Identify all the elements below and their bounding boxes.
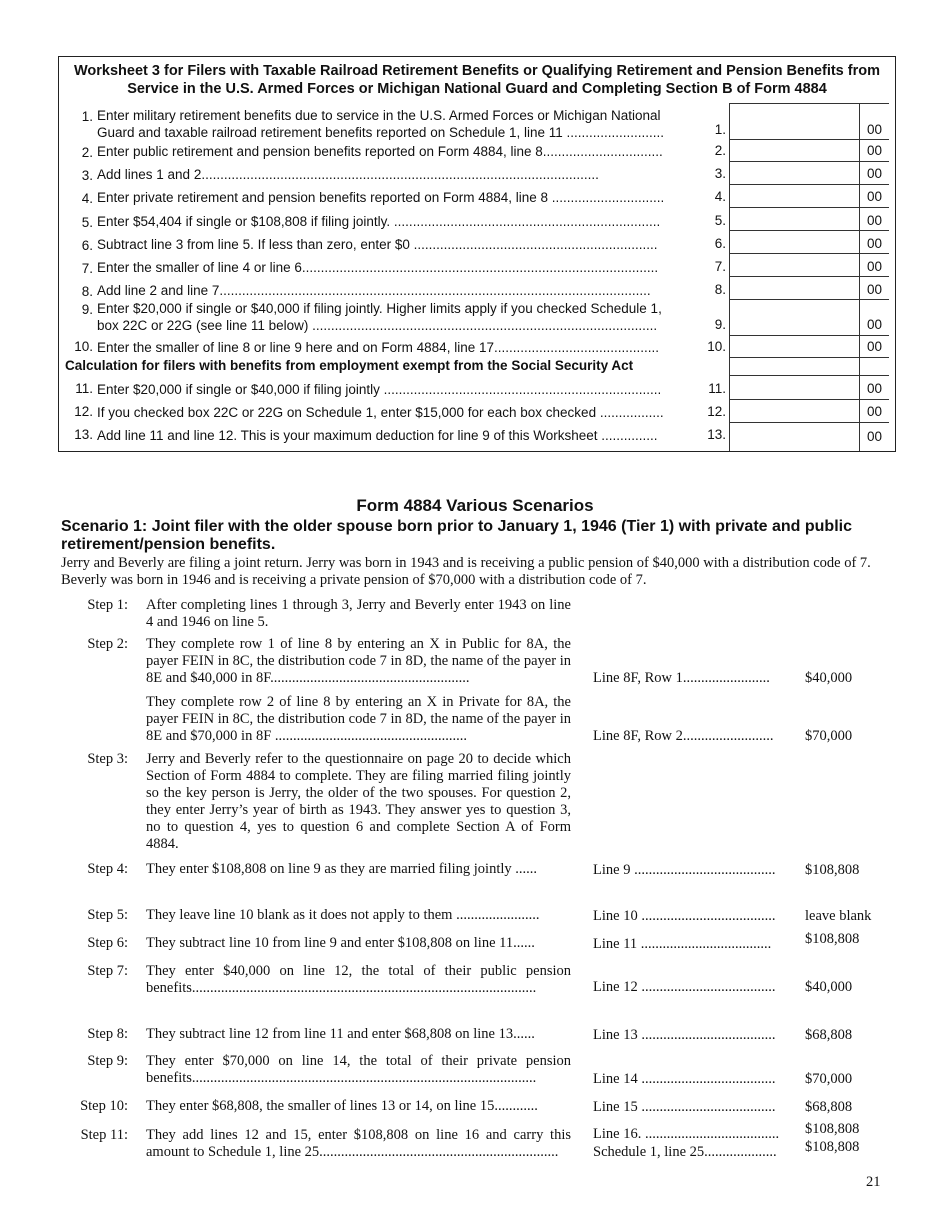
scenario-1-intro: Jerry and Beverly are filing a joint return. Jerry was born in 1943 and is receiving a public pension of $40,000 with a distribution code of 7. Beverly was born in 1946 and is receiving a private pension of $70,000 with a distribution code of 7.: [61, 555, 871, 588]
step-value: $70,000: [805, 1071, 853, 1087]
step-text: They enter $40,000 on line 12, the total of their public pension benefits...............................................................................................: [146, 963, 571, 996]
worksheet-title: Worksheet 3 for Filers with Taxable Railroad Retirement Benefits or Qualifying Retirement and Pension Benefits from Service in the U.S. Armed Forces or Michigan National Guard and Completing Section B of Form 4884: [74, 63, 880, 97]
step-label: Step 2:: [87, 636, 128, 652]
worksheet-line-11: [59, 381, 895, 401]
line-label: 11.: [708, 381, 726, 396]
step-label: Step 9:: [87, 1053, 128, 1069]
line-cents: 00: [867, 236, 883, 251]
line-number: 6.: [81, 238, 93, 253]
line-cents: 00: [867, 381, 883, 396]
line-label: 1.: [714, 122, 726, 137]
step-label: Step 3:: [87, 751, 128, 767]
line-text: Enter $54,404 if single or $108,808 if filing jointly. .......................................................................: [97, 214, 661, 229]
step-reference: Line 8F, Row 2.........................: [593, 728, 774, 744]
step-reference: Line 8F, Row 1........................: [593, 670, 770, 686]
divider: [729, 422, 889, 423]
line-label: 3.: [714, 166, 726, 181]
step-text: They add lines 12 and 15, enter $108,808 on line 16 and carry this amount to Schedule 1, line 25..................................................................: [146, 1127, 571, 1160]
step-value: $108,808: [805, 862, 860, 878]
line-number: 1.: [81, 109, 93, 124]
step-reference: Line 16. .....................................: [593, 1126, 780, 1142]
step-text: They subtract line 10 from line 9 and enter $108,808 on line 11......: [146, 935, 535, 951]
step-text: They complete row 1 of line 8 by entering an X in Public for 8A, the payer FEIN in 8C, the distribution code 7 in 8D, the name of the payer in 8E and $40,000 in 8F.......................................................: [146, 636, 571, 686]
line-number: 8.: [81, 284, 93, 299]
step-reference: Line 10 .....................................: [593, 908, 776, 924]
line-cents: 00: [867, 122, 883, 137]
worksheet-line-12: [59, 404, 895, 424]
worksheet-line-10: [59, 339, 895, 359]
step-value: leave blank: [805, 908, 872, 924]
step-label: Step 4:: [87, 861, 128, 877]
step-value: $68,808: [805, 1099, 853, 1115]
line-number: 5.: [81, 215, 93, 230]
line-cents: 00: [867, 429, 883, 444]
step-value: $40,000: [805, 979, 853, 995]
line-text: Enter military retirement benefits due to service in the U.S. Armed Forces or Michigan National Guard and taxable railroad retirement benefits reported on Schedule 1, line 11 ..........................: [97, 108, 665, 140]
step-reference: Line 12 .....................................: [593, 979, 776, 995]
step-text: After completing lines 1 through 3, Jerry and Beverly enter 1943 on line 4 and 1946 on line 5.: [146, 597, 571, 630]
divider: [729, 184, 889, 185]
line-text: Add line 2 and line 7...................................................................................................................: [97, 283, 651, 298]
divider: [729, 335, 889, 336]
divider: [729, 357, 889, 358]
scenario-1-title: Scenario 1: Joint filer with the older spouse born prior to January 1, 1946 (Tier 1) with private and public retirement/pension benefits.: [61, 518, 852, 553]
line-number: 2.: [81, 145, 93, 160]
line-number: 3.: [81, 168, 93, 183]
line-label: 5.: [714, 213, 726, 228]
step-label: Step 5:: [87, 907, 128, 923]
line-text: Enter the smaller of line 8 or line 9 here and on Form 4884, line 17............................................: [97, 340, 660, 355]
step-value: $108,808: [805, 931, 860, 947]
line-text: If you checked box 22C or 22G on Schedule 1, enter $15,000 for each box checked .................: [97, 405, 664, 420]
line-cents: 00: [867, 189, 883, 204]
divider: [729, 375, 889, 376]
step-text: Jerry and Beverly refer to the questionnaire on page 20 to decide which Section of Form 4884 to complete. They are filing married filing jointly so the key person is Jerry, the older of the two spouses. For question 2, they enter Jerry’s year of birth as 1943. They answer yes to question 3, no to question 4, yes to question 6 and complete Section A of Form 4884.: [146, 751, 571, 852]
divider: [729, 161, 889, 162]
step-label: Step 11:: [80, 1127, 128, 1143]
line-label: 6.: [714, 236, 726, 251]
line-text: Add line 11 and line 12. This is your maximum deduction for line 9 of this Worksheet ...............: [97, 428, 658, 443]
line-number: 4.: [81, 191, 93, 206]
scenarios-heading: Form 4884 Various Scenarios: [356, 496, 594, 515]
line-cents: 00: [867, 166, 883, 181]
line-label: 2.: [714, 143, 726, 158]
line-number: 11.: [75, 381, 93, 396]
line-label: 7.: [714, 259, 726, 274]
step-reference: Line 13 .....................................: [593, 1027, 776, 1043]
line-label: 13.: [707, 427, 726, 442]
line-number: 13.: [74, 427, 93, 442]
line-cents: 00: [867, 339, 883, 354]
line-number: 12.: [74, 404, 93, 419]
step-reference: Line 14 .....................................: [593, 1071, 776, 1087]
step-reference: Line 15 .....................................: [593, 1099, 776, 1115]
worksheet-3-box: [58, 56, 896, 452]
line-text: Enter private retirement and pension benefits reported on Form 4884, line 8 ..............................: [97, 190, 665, 205]
line-text: Enter $20,000 if single or $40,000 if filing jointly. Higher limits apply if you checked Schedule 1, box 22C or 22G (see line 11 below) ............................................................................................: [97, 301, 662, 333]
line-text: Enter $20,000 if single or $40,000 if filing jointly ..........................................................................: [97, 382, 662, 397]
line-cents: 00: [867, 143, 883, 158]
line-cents: 00: [867, 259, 883, 274]
line-text: Add lines 1 and 2..........................................................................................................: [97, 167, 599, 182]
line-number: 7.: [81, 261, 93, 276]
step-text: They complete row 2 of line 8 by entering an X in Private for 8A, the payer FEIN in 8C, the distribution code 7 in 8D, the name of the payer in 8E and $70,000 in 8F .....................................................: [146, 694, 571, 744]
line-label: 9.: [714, 317, 726, 332]
step-label: Step 8:: [87, 1026, 128, 1042]
divider: [729, 139, 889, 140]
line-number: 10.: [74, 339, 93, 354]
worksheet-line-1: [59, 107, 895, 141]
worksheet-line-2: [59, 143, 895, 163]
step-text: They enter $68,808, the smaller of lines 13 or 14, on line 15............: [146, 1098, 538, 1114]
worksheet-line-13: [59, 427, 895, 447]
worksheet-line-4: [59, 189, 895, 209]
divider: [729, 253, 889, 254]
divider: [729, 230, 889, 231]
page-number: 21: [866, 1174, 881, 1190]
line-label: 10.: [707, 339, 726, 354]
line-label: 12.: [707, 404, 726, 419]
step-value: $70,000: [805, 728, 853, 744]
step-label: Step 7:: [87, 963, 128, 979]
line-text: Subtract line 3 from line 5. If less than zero, enter $0 .................................................................: [97, 237, 658, 252]
amount-column-top-border: [729, 103, 889, 104]
line-cents: 00: [867, 317, 883, 332]
line-text: Enter the smaller of line 4 or line 6...............................................................................................: [97, 260, 659, 275]
worksheet-subheading: Calculation for filers with benefits from employment exempt from the Social Security Act: [65, 358, 634, 373]
divider: [729, 399, 889, 400]
divider: [729, 207, 889, 208]
step-reference-schedule: Schedule 1, line 25....................: [593, 1144, 777, 1160]
line-text: Enter public retirement and pension benefits reported on Form 4884, line 8................................: [97, 144, 663, 159]
line-label: 8.: [714, 282, 726, 297]
line-cents: 00: [867, 282, 883, 297]
worksheet-line-9: [59, 300, 895, 336]
step-label: Step 1:: [87, 597, 128, 613]
step-value: $40,000: [805, 670, 853, 686]
step-reference: Line 11 ....................................: [593, 936, 772, 952]
worksheet-line-3: [59, 166, 895, 186]
step-text: They enter $70,000 on line 14, the total of their private pension benefits...............................................................................................: [146, 1053, 571, 1086]
step-text: They enter $108,808 on line 9 as they are married filing jointly ......: [146, 861, 537, 877]
step-value: $68,808: [805, 1027, 853, 1043]
step-text: They subtract line 12 from line 11 and enter $68,808 on line 13......: [146, 1026, 535, 1042]
line-label: 4.: [714, 189, 726, 204]
step-label: Step 10:: [80, 1098, 128, 1114]
line-number: 9.: [81, 302, 93, 317]
divider: [729, 276, 889, 277]
step-label: Step 6:: [87, 935, 128, 951]
line-cents: 00: [867, 404, 883, 419]
line-cents: 00: [867, 213, 883, 228]
step-value: $108,808: [805, 1121, 860, 1137]
step-value-schedule: $108,808: [805, 1139, 860, 1155]
step-reference: Line 9 .......................................: [593, 862, 776, 878]
step-text: They leave line 10 blank as it does not apply to them .......................: [146, 907, 540, 923]
